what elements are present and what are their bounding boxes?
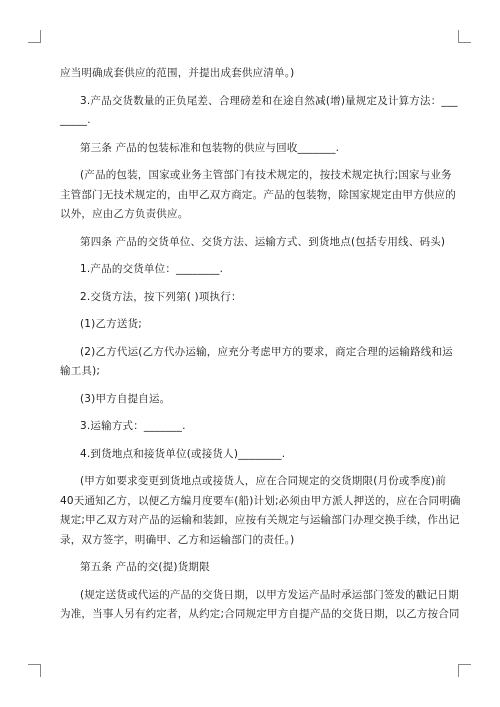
text-line: 3.运输方式：_______. (80, 420, 186, 432)
paragraph-6 (60, 288, 440, 308)
text-line: (3)甲方自提自运。 (80, 392, 171, 405)
paragraph-11 (60, 445, 440, 465)
text-line: _____. (60, 114, 91, 126)
text-line: 第四条 产品的交货单位、交货方法、运输方式、到货地点(包括专用线、码头) (80, 235, 446, 248)
paragraph-5 (60, 260, 440, 280)
text-line: 1.产品的交货单位：________. (80, 263, 224, 275)
text-line: 应当明确成套供应的范围，并提出成套供应清单。) (60, 67, 295, 79)
article-3-heading (60, 139, 440, 159)
crop-mark-bottom-right (458, 664, 471, 677)
article-4-heading (60, 233, 446, 253)
text-line: (1)乙方送货; (80, 318, 143, 330)
text-line: 第五条 产品的交(提)货期限 (80, 561, 210, 573)
text-line: (甲方如要求变更到货地点或接货人，应在合同规定的交货期限(月份或季度)前 (80, 475, 446, 487)
paragraph-0 (60, 64, 440, 84)
crop-mark-top-right (458, 30, 471, 43)
document-body (60, 64, 461, 633)
text-line: (规定送货或代运的产品的交货日期，以甲方发运产品时承运部门签发的戳记日期 (80, 588, 459, 601)
text-line: 为准，当事人另有约定者，从约定;合同规定甲方自提产品的交货日期，以乙方按合同 (60, 608, 460, 620)
paragraph-7 (60, 315, 440, 335)
text-line: 第三条 产品的包装标准和包装物的供应与回收_______. (80, 141, 340, 154)
text-line: 以外，应由乙方负责供应。 (60, 208, 189, 220)
text-line: (2)乙方代运(乙方代办运输，应充分考虑甲方的要求，商定合理的运输路线和运 (80, 345, 453, 358)
paragraph-1 (60, 92, 458, 131)
paragraph-12 (60, 472, 461, 550)
text-line: 规定;甲乙双方对产品的运输和装卸，应按有关规定与运输部门办理交换手续，作出记 (60, 514, 460, 526)
crop-mark-top-left (28, 30, 41, 43)
text-line: 3.产品交货数量的正负尾差、合理磅差和在途自然减(增)量规定及计算方法：___ (80, 94, 458, 107)
text-line: 主管部门无技术规定的，由甲乙双方商定。产品的包装物，除国家规定由甲方供应的 (60, 188, 456, 201)
text-line: 4.到货地点和接货单位(或接货人)________. (80, 447, 286, 460)
paragraph-10 (60, 417, 440, 437)
paragraph-9 (60, 390, 440, 410)
crop-mark-bottom-left (28, 664, 41, 677)
text-line: 输工具); (60, 365, 101, 377)
text-line: 录，双方签字，明确甲、乙方和运输部门的责任。) (60, 533, 295, 546)
article-5-heading (60, 558, 440, 578)
text-line: 40天通知乙方，以便乙方编月度要车(船)计划;必须由甲方派人押送的，应在合同明确 (60, 494, 461, 507)
paragraph-8 (60, 343, 453, 382)
paragraph-3 (60, 166, 456, 225)
paragraph-14 (60, 586, 460, 625)
text-line: 2.交货方法，按下列第( )项执行： (80, 290, 242, 303)
text-line: (产品的包装，国家或业务主管部门有技术规定的，按技术规定执行;国家与业务 (80, 169, 452, 181)
